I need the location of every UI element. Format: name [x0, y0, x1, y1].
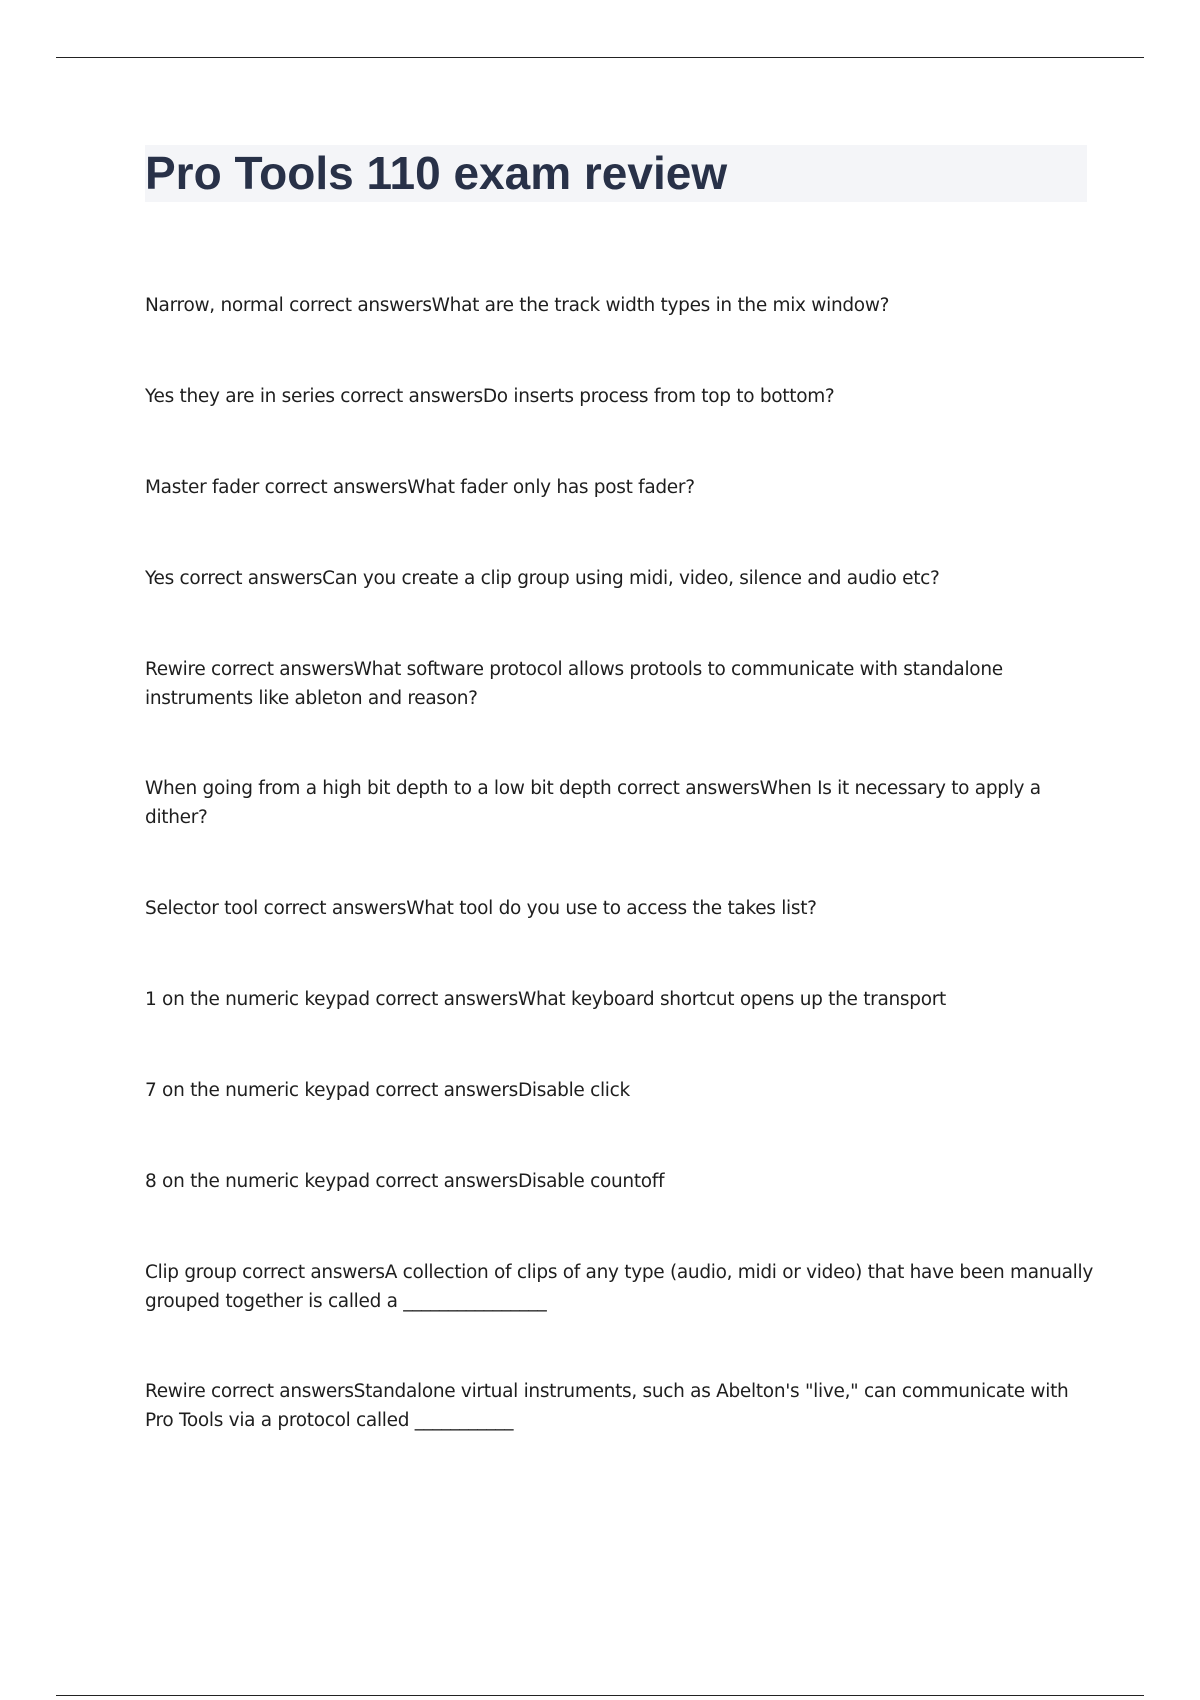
qa-item: Yes correct answersCan you create a clip group using midi, video, silence and audio etc?: [145, 568, 940, 589]
qa-item: Clip group correct answersA collection of clips of any type (audio, midi or video) that have been manually grouped together is called a ________________: [145, 1262, 1093, 1312]
qa-item: Yes they are in series correct answersDo inserts process from top to bottom?: [145, 386, 835, 407]
page-title: Pro Tools 110 exam review: [145, 147, 728, 199]
bottom-rule: [56, 1695, 1144, 1696]
qa-item: 7 on the numeric keypad correct answersDisable click: [145, 1080, 630, 1101]
qa-item: When going from a high bit depth to a low bit depth correct answersWhen Is it necessary to apply a dither?: [145, 778, 1041, 828]
top-rule: [56, 57, 1144, 58]
qa-item: Rewire correct answersWhat software protocol allows protools to communicate with standalone instruments like ableton and reason?: [145, 659, 1003, 709]
qa-item: Narrow, normal correct answersWhat are the track width types in the mix window?: [145, 295, 890, 316]
qa-item: 1 on the numeric keypad correct answersWhat keyboard shortcut opens up the transport: [145, 989, 946, 1010]
qa-item: Master fader correct answersWhat fader only has post fader?: [145, 477, 695, 498]
qa-item: 8 on the numeric keypad correct answersDisable countoff: [145, 1171, 665, 1192]
qa-item: Selector tool correct answersWhat tool do you use to access the takes list?: [145, 898, 817, 919]
qa-item: Rewire correct answersStandalone virtual instruments, such as Abelton's "live," can communicate with Pro Tools via a protocol called ___________: [145, 1381, 1069, 1431]
